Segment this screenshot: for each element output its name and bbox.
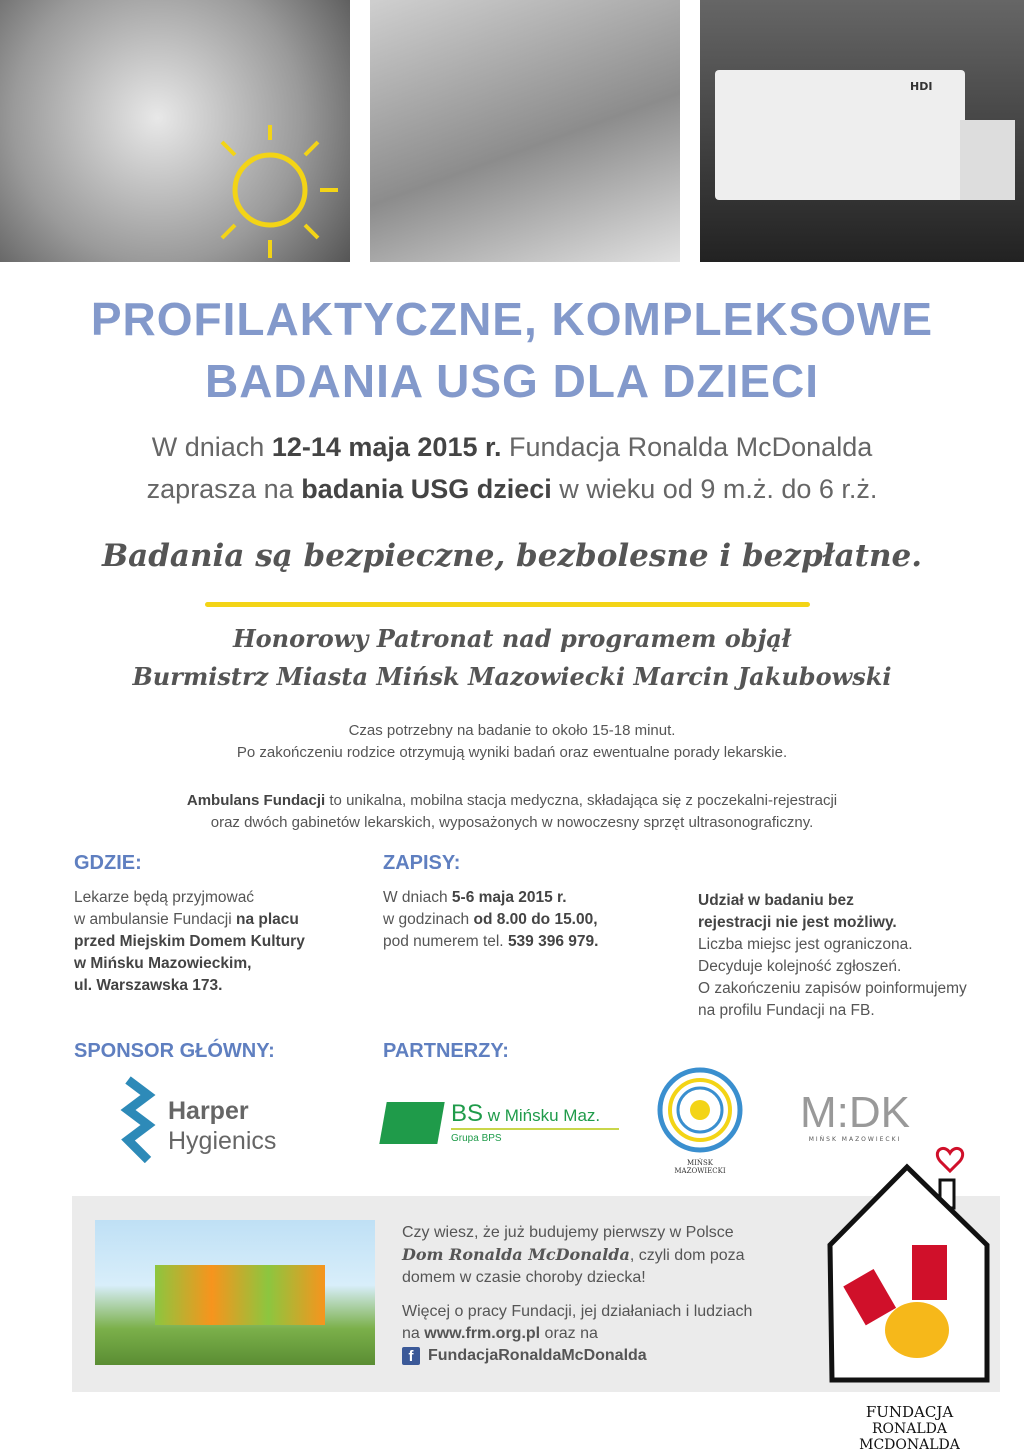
harper-hygienics-logo	[118, 1075, 298, 1165]
info-text	[0, 790, 1024, 812]
phone-number: 539 396 979.	[507, 933, 599, 950]
logo-text: M:DK	[800, 1088, 910, 1137]
text: , czyli dom poza	[629, 1247, 745, 1264]
participation-note	[698, 890, 967, 1022]
text: w ambulansie Fundacji	[74, 911, 236, 928]
rmhc-logo	[822, 1135, 997, 1453]
logo-text: Harper	[168, 1097, 249, 1125]
logo-text: Grupa BPS	[451, 1133, 502, 1144]
text-bold: rejestracji nie jest możliwy.	[698, 914, 897, 931]
registration-heading: ZAPISY:	[383, 852, 461, 874]
logo-text: FUNDACJA	[865, 1403, 954, 1421]
girl-photo	[0, 0, 350, 262]
yellow-divider	[205, 602, 810, 607]
text-bold: badania USG dzieci	[301, 474, 552, 504]
info-text: Po zakończeniu rodzice otrzymują wyniki badań oraz ewentualne porady lekarskie.	[236, 744, 788, 761]
promo-text	[402, 1222, 752, 1367]
doctor-ultrasound-photo	[370, 0, 680, 262]
info-text: oraz dwóch gabinetów lekarskich, wyposażonych w nowoczesny sprzęt ultrasonograficzny.	[210, 814, 814, 831]
text-bold: Udział w badaniu bez	[698, 892, 854, 909]
text: W dniach	[383, 889, 452, 906]
text: Lekarze będą przyjmować	[74, 889, 255, 906]
title-line-2: BADANIA USG DLA DZIECI	[204, 355, 820, 407]
text: Decyduje kolejność zgłoszeń.	[698, 958, 902, 975]
text: Liczba miejsc jest ograniczona.	[698, 936, 913, 953]
logo-text: MAZOWIECKI	[674, 1167, 726, 1175]
ambulance-truck-photo	[700, 0, 1024, 262]
sun-doodle-icon	[200, 120, 340, 260]
where-section	[74, 852, 305, 997]
logo-text: Hygienics	[168, 1127, 277, 1155]
logo-text: RONALDA MCDONALDA	[859, 1421, 960, 1453]
logo-text: MIŃSK	[686, 1159, 714, 1167]
text: W dniach	[151, 432, 272, 462]
text: w wieku od 9 m.ż. do 6 r.ż.	[551, 474, 878, 504]
text-bold: w Mińsku Mazowieckim,	[74, 955, 252, 972]
logo-text: BS	[451, 1100, 484, 1127]
text: to unikalna, mobilna stacja medyczna, składająca się z poczekalni-rejestracji	[325, 792, 838, 809]
partners-heading: PARTNERZY:	[383, 1040, 509, 1062]
truck-label: HDI	[910, 80, 933, 93]
info-block	[0, 720, 1024, 834]
text-bold: 5-6 maja 2015 r.	[451, 889, 567, 906]
text	[74, 909, 305, 931]
text: zaprasza na	[146, 474, 302, 504]
text: O zakończeniu zapisów poinformujemy	[698, 980, 967, 997]
text-italic: Dom Ronalda McDonalda	[402, 1245, 630, 1264]
bs-logo-icon	[379, 1102, 444, 1144]
harper-logo-icon	[118, 1075, 162, 1163]
text: Więcej o pracy Fundacji, jej działaniach i ludziach	[402, 1303, 753, 1320]
city-emblem-icon	[650, 1065, 750, 1155]
text: na	[402, 1325, 425, 1342]
text: Czy wiesz, że już budujemy pierwszy w Polsce	[402, 1224, 734, 1241]
ronald-house-building-image	[95, 1220, 375, 1365]
dates: 12-14 maja 2015 r.	[271, 432, 502, 462]
patronage-line-2: Burmistrz Miasta Mińsk Mazowiecki Marcin Jakubowski	[132, 662, 892, 691]
logo-text: w Mińsku Maz.	[483, 1106, 601, 1125]
text: Fundacja Ronalda McDonalda	[501, 432, 873, 462]
ambulance-bold: Ambulans Fundacji	[186, 792, 326, 809]
text-bold: od 8.00 do 15.00,	[473, 911, 598, 928]
text-bold: ul. Warszawska 173.	[74, 977, 223, 994]
website-link[interactable]: www.frm.org.pl	[424, 1325, 541, 1342]
facebook-icon: f	[402, 1347, 420, 1365]
facebook-link[interactable]: FundacjaRonaldaMcDonalda	[428, 1347, 647, 1364]
text-bold: na placu	[235, 911, 299, 928]
text: domem w czasie choroby dziecka!	[402, 1269, 646, 1286]
minsk-city-logo	[650, 1065, 750, 1180]
where-heading: GDZIE:	[74, 852, 142, 874]
title-line-1: PROFILAKTYCZNE, KOMPLEKSOWE	[90, 293, 934, 345]
house-hands-icon	[822, 1135, 997, 1385]
intro-line-1	[0, 432, 1024, 463]
bs-minsk-logo	[383, 1100, 623, 1150]
patronage-line-1: Honorowy Patronat nad programem objął	[232, 624, 792, 653]
info-text: Czas potrzebny na badanie to około 15-18 minut.	[348, 722, 676, 739]
sponsor-heading: SPONSOR GŁÓWNY:	[74, 1040, 275, 1062]
tagline: Badania są bezpieczne, bezbolesne i bezpłatne.	[101, 538, 923, 574]
intro-line-2	[0, 474, 1024, 505]
text: na profilu Fundacji na FB.	[698, 1002, 875, 1019]
logo-text: MIŃSK MAZOWIECKI	[808, 1136, 902, 1143]
text: pod numerem tel.	[383, 933, 508, 950]
text: w godzinach	[383, 911, 474, 928]
registration-section	[383, 852, 598, 953]
text-bold: przed Miejskim Domem Kultury	[74, 933, 305, 950]
text: oraz na	[540, 1325, 598, 1342]
